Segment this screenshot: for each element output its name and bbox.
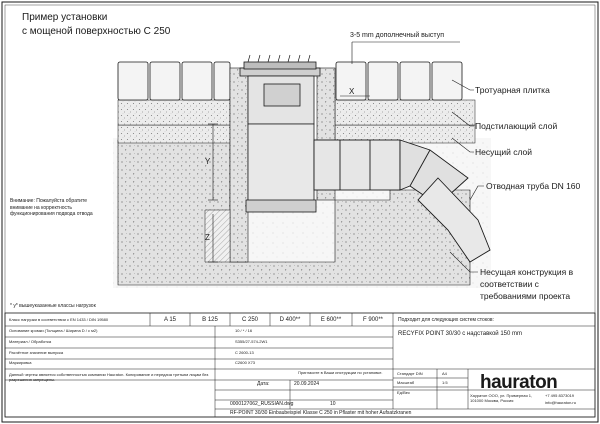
standard-value: A4 [442, 371, 447, 376]
row5-value: C2600 X73 [235, 360, 256, 365]
dim-top-label: 3-5 mm дополнечный выступ [350, 32, 445, 39]
installation-note: Внимание: Пожалуйста обратите внимание на корректность функционирования подвода отвода [10, 198, 93, 217]
load-class-b125: B 125 [202, 317, 218, 323]
sub-layer-right [335, 100, 475, 125]
drawing-number: 0000127062_RUSSIAN.dwg [230, 401, 294, 407]
label-construction-3: требованиями проекта [480, 291, 571, 301]
load-class-a15: A 15 [163, 317, 176, 323]
label-sublayer: Подстилающий слой [475, 121, 558, 131]
drawing-title-line1: Пример установки [22, 12, 108, 23]
product-name: RECYFIX POINT 30/30 с надставкой 150 mm [398, 331, 522, 337]
sub-layer-left [118, 100, 230, 125]
load-class-d400: D 400** [279, 317, 301, 323]
label-construction-2: соответствии с [480, 279, 539, 289]
drawing-footer: RF-POINT 30/30 Einbaubeispiel Klasse C 250 in Pflaster mit hoher Aufsatzkranen [230, 410, 412, 416]
edition-label: Ед/Вес [397, 390, 411, 395]
row3-label: Материал / Обработка [9, 339, 52, 344]
drain-base [246, 200, 316, 212]
scale-label: Масштаб [397, 380, 415, 385]
drain-grating [244, 62, 316, 69]
load-class-label: Класс нагрузки в соответствии с EN 1433 / DIN 19580 [9, 317, 109, 322]
dim-y-label: Y [205, 157, 211, 166]
row2-label: Основание кромки (Толщина / Ширина D / с м2) [9, 328, 98, 333]
row4-label: Расчётное значение выпуска [9, 350, 64, 355]
sheet-number: 10 [330, 401, 336, 407]
label-outlet: Отводная труба DN 160 [486, 181, 581, 191]
pipe-horizontal [314, 140, 400, 190]
load-class-e600: E 600** [320, 317, 342, 323]
row2-value: 10 / * / 16 [235, 328, 253, 333]
point-drain [240, 55, 320, 212]
load-class-c250: C 250 [241, 317, 258, 323]
footnote: * у* вышеуказанные классы нагрузок [10, 303, 96, 309]
disclaimer: Данный чертеж является собственностью компании Hauraton. Копирование и передача третьим лицам без разрешения запрещены. [9, 372, 209, 383]
dim-x-label: X [349, 87, 355, 96]
row5-label: Маркировка [9, 360, 32, 365]
channel-surround-left [230, 68, 248, 262]
label-paving: Тротуарная плитка [475, 85, 550, 95]
row3-value: S355/27-574-2W1 [235, 339, 268, 344]
label-construction-1: Несущая конструкция в [480, 267, 574, 277]
date-value: 20.09.2024 [294, 381, 320, 387]
label-bearing: Несущий слой [475, 147, 532, 157]
dim-z-label: Z [205, 233, 210, 242]
row4-value: С 2600-13 [235, 350, 254, 355]
hauraton-logo: hauraton [480, 372, 558, 393]
suitable-systems-label: Подходит для следующих систем стоков: [398, 317, 494, 323]
contact-email: info@hauraton.ru [545, 400, 576, 405]
date-label: Дата: [257, 381, 270, 387]
drain-body [248, 124, 314, 208]
drain-bucket [264, 84, 300, 106]
contact-phone: +7 495 8373019 [545, 393, 575, 398]
load-class-f900: F 900** [362, 317, 383, 323]
scale-value: 1:5 [442, 380, 448, 385]
standard-label: Стандарт DIN [397, 371, 423, 376]
drawing-title-line2: с мощеной поверхностью С 250 [22, 26, 171, 37]
caption: Пригласите в Ваши инструкции по установке. [298, 370, 383, 375]
contact-address: Хауратон ООО, ул. Примерная 1, 101000 Москва, Россия [470, 393, 533, 403]
